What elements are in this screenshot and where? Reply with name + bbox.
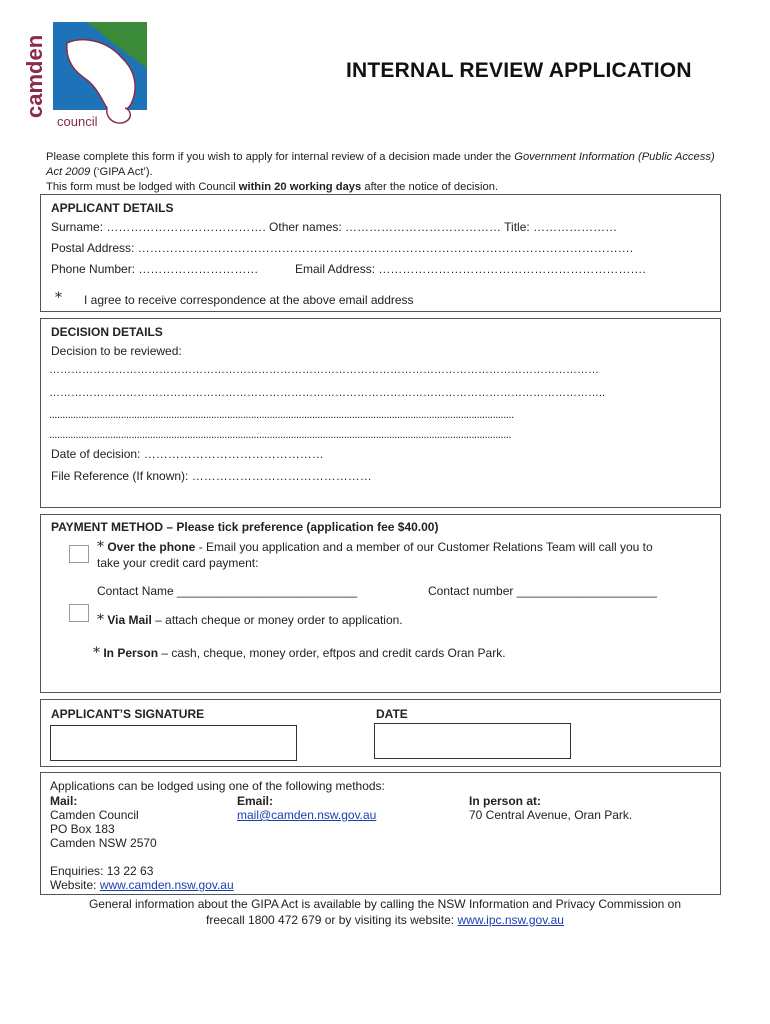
agree-checkbox[interactable]: * — [55, 290, 62, 306]
intro-deadline: within 20 working days — [238, 181, 362, 193]
signature-section — [40, 699, 721, 767]
decision-details-heading: DECISION DETAILS — [51, 325, 163, 339]
via-mail-checkbox[interactable] — [69, 604, 89, 622]
intro-line1-pre: Please complete this form if you wish to apply for internal review of a decision made under the — [46, 151, 515, 163]
mail-line-2: PO Box 183 — [50, 822, 115, 836]
postal-address-field[interactable]: Postal Address: ……………………………………………………………………………………………………………. — [51, 241, 634, 255]
page-title: INTERNAL REVIEW APPLICATION — [346, 59, 692, 82]
over-phone-text-2: take your credit card payment: — [97, 556, 259, 570]
footer-line2-text: freecall 1800 472 679 or by visiting its website: — [206, 913, 458, 927]
in-person-option[interactable] — [93, 645, 506, 661]
contact-name-field[interactable]: Contact Name ___________________________ — [97, 584, 358, 598]
decision-line-2[interactable]: …………………………………………………………………………………………………………………………………….. — [49, 387, 606, 399]
file-reference-field[interactable]: File Reference (If known): ……………………………………… — [51, 469, 372, 483]
in-person-text: – cash, cheque, money order, eftpos and credit cards Oran Park. — [158, 646, 506, 660]
in-person-star: * — [93, 645, 100, 661]
over-phone-option — [97, 539, 653, 555]
date-box[interactable] — [374, 723, 571, 759]
email-link[interactable]: mail@camden.nsw.gov.au — [237, 808, 377, 822]
payment-method-heading: PAYMENT METHOD – Please tick preference (application fee $40.00) — [51, 520, 439, 534]
decision-line-1[interactable]: …………………………………………………………………………………………………………………………………… — [49, 364, 599, 376]
decision-line-4[interactable]: .............................................................................................................................................................................. — [49, 429, 512, 441]
email-address-field[interactable]: Email Address: …………………………………………………………. — [295, 262, 646, 276]
date-heading: DATE — [376, 707, 408, 721]
via-mail-label: Via Mail — [107, 613, 152, 627]
lodge-intro: Applications can be lodged using one of the following methods: — [50, 779, 385, 793]
signature-heading: APPLICANT’S SIGNATURE — [51, 707, 205, 721]
intro-act-name: Government Information (Public Access) Act 2009 — [46, 151, 715, 178]
payment-method-section — [40, 514, 721, 693]
website-line — [50, 878, 234, 892]
intro-line2-pre: This form must be lodged with Council — [46, 181, 239, 193]
over-phone-text: - Email you application and a member of our Customer Relations Team will call you to — [195, 540, 653, 554]
email-label: Email: — [237, 794, 274, 808]
over-phone-star: * — [97, 539, 104, 555]
decision-details-section — [40, 318, 721, 508]
mail-line-1: Camden Council — [50, 808, 139, 822]
signature-box[interactable] — [50, 725, 297, 761]
mail-line-3: Camden NSW 2570 — [50, 836, 157, 850]
logo-subtext: council — [57, 114, 98, 129]
in-person-address: 70 Central Avenue, Oran Park. — [469, 808, 633, 822]
camden-council-logo — [22, 18, 157, 133]
applicant-details-section — [40, 194, 721, 312]
intro-text — [46, 150, 726, 195]
via-mail-star: * — [97, 612, 104, 628]
website-link[interactable]: www.camden.nsw.gov.au — [99, 878, 234, 892]
via-mail-option — [97, 612, 403, 628]
in-person-label: In Person — [103, 646, 159, 660]
website-label: Website: — [50, 878, 100, 892]
agree-label: I agree to receive correspondence at the above email address — [84, 293, 414, 307]
ipc-website-link[interactable]: www.ipc.nsw.gov.au — [457, 913, 564, 927]
lodgement-section — [40, 772, 721, 895]
date-of-decision-field[interactable]: Date of decision: ……………………………………… — [51, 447, 324, 461]
contact-number-field[interactable]: Contact number _____________________ — [428, 584, 657, 598]
surname-field[interactable]: Surname: …………………………………. Other names: ………………………………… Title: ………………… — [51, 220, 618, 234]
logo-wordmark: camden — [22, 34, 47, 118]
over-phone-checkbox[interactable] — [69, 545, 89, 563]
enquiries-text: Enquiries: 13 22 63 — [50, 864, 154, 878]
intro-line2-post: after the notice of decision. — [361, 181, 499, 193]
mail-label: Mail: — [50, 794, 78, 808]
phone-number-field[interactable]: Phone Number: ………………………… — [51, 262, 259, 276]
footer-line-2 — [40, 912, 730, 928]
decision-line-3[interactable]: ............................................................................................................................................................................... — [49, 409, 514, 421]
decision-to-review-label: Decision to be reviewed: — [51, 344, 182, 358]
in-person-label-lodge: In person at: — [469, 794, 542, 808]
applicant-details-heading: APPLICANT DETAILS — [51, 201, 174, 215]
over-phone-label: Over the phone — [107, 540, 196, 554]
footer-line-1: General information about the GIPA Act is available by calling the NSW Information and Privacy Commission on — [88, 897, 682, 911]
via-mail-text: – attach cheque or money order to application. — [151, 613, 403, 627]
footer-note — [40, 896, 730, 928]
intro-line1-post: (‘GIPA Act’). — [90, 166, 153, 178]
